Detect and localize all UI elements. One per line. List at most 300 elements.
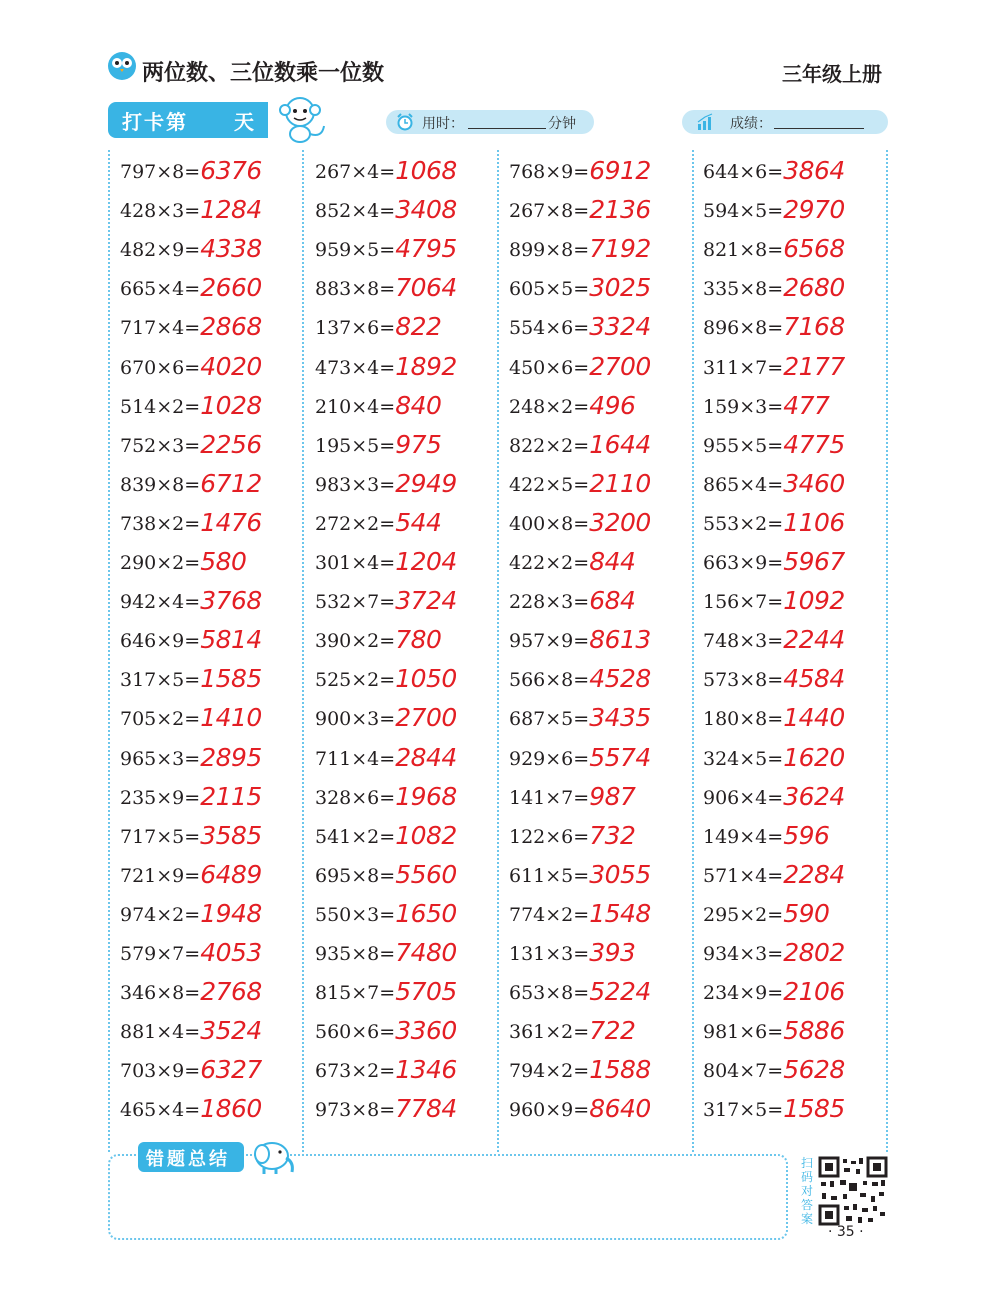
problem-item: [120, 502, 310, 541]
problem-answer[interactable]: 684: [589, 586, 636, 616]
problem-answer[interactable]: 2949: [395, 468, 457, 498]
problem-question: 703×9=: [120, 1060, 201, 1083]
problem-answer[interactable]: 3200: [589, 507, 651, 537]
problem-item: [315, 1088, 505, 1127]
problem-item: [315, 1010, 505, 1049]
problem-question: 794×2=: [509, 1060, 590, 1083]
problem-question: 228×3=: [509, 591, 590, 614]
problem-item: [315, 658, 505, 697]
problem-item: [703, 541, 893, 580]
problem-question: 935×8=: [315, 943, 396, 965]
problem-item: [315, 1049, 505, 1088]
problem-question: 131×3=: [509, 943, 590, 965]
problem-question: 159×3=: [703, 395, 784, 418]
problem-answer[interactable]: 780: [395, 625, 442, 655]
problem-question: 267×4=: [315, 161, 396, 183]
problem-question: 267×8=: [509, 200, 590, 223]
problem-question: 929×6=: [509, 747, 590, 770]
problem-question: 532×7=: [315, 591, 396, 614]
problem-item: [120, 346, 310, 385]
problem-answer[interactable]: 6376: [200, 156, 262, 185]
problem-question: 815×7=: [315, 982, 396, 1005]
problem-question: 611×5=: [509, 864, 590, 887]
problem-answer[interactable]: 7064: [395, 273, 457, 303]
problem-answer[interactable]: 5814: [200, 625, 262, 655]
problem-answer[interactable]: 4053: [200, 938, 262, 967]
problem-item: [120, 1010, 310, 1049]
problem-answer[interactable]: 1548: [589, 898, 651, 928]
problem-item: [703, 737, 893, 776]
problem-answer[interactable]: 3624: [783, 781, 845, 811]
problem-answer[interactable]: 840: [395, 390, 442, 420]
monkey-mascot-icon: [270, 94, 330, 144]
problem-item: [509, 1010, 699, 1049]
problem-answer[interactable]: 3585: [200, 820, 262, 850]
problem-item: [703, 189, 893, 228]
problem-item: [315, 189, 505, 228]
problem-item: [703, 385, 893, 424]
problem-question: 900×3=: [315, 708, 396, 731]
problem-answer[interactable]: 4775: [783, 429, 845, 459]
problem-answer[interactable]: 2256: [200, 429, 262, 459]
problem-answer[interactable]: 1650: [395, 898, 457, 928]
score-label: 成绩：: [730, 116, 772, 132]
problem-answer[interactable]: 5886: [783, 1016, 845, 1046]
problem-answer[interactable]: 1585: [783, 1094, 845, 1124]
problem-item: [703, 893, 893, 932]
problem-item: [509, 580, 699, 619]
problem-answer[interactable]: 544: [395, 507, 442, 537]
problem-question: 663×9=: [703, 552, 784, 574]
problem-question: 235×9=: [120, 786, 201, 809]
problem-item: [120, 1049, 310, 1088]
problem-answer[interactable]: 2115: [200, 781, 262, 811]
grade-label: 三年级上册: [782, 62, 882, 86]
problem-item: [315, 267, 505, 306]
problem-answer[interactable]: 6568: [783, 234, 845, 264]
problem-item: [509, 189, 699, 228]
problem-answer[interactable]: 1050: [395, 664, 457, 694]
problem-question: 752×3=: [120, 434, 201, 457]
problem-item: [703, 1049, 893, 1088]
page-number: · 35 ·: [828, 1224, 864, 1240]
problem-answer[interactable]: 1106: [783, 507, 845, 537]
problem-answer[interactable]: 732: [589, 820, 636, 850]
problem-question: 317×5=: [120, 669, 201, 692]
problem-answer[interactable]: 1892: [395, 351, 457, 381]
problem-item: [120, 580, 310, 619]
problem-answer[interactable]: 2244: [783, 625, 845, 655]
problem-item: [315, 580, 505, 619]
problem-question: 594×5=: [703, 200, 784, 223]
problem-answer[interactable]: 8640: [589, 1094, 651, 1124]
problem-answer[interactable]: 7784: [395, 1094, 457, 1124]
problem-question: 514×2=: [120, 395, 201, 418]
problem-answer[interactable]: 1620: [783, 742, 845, 772]
problem-item: [703, 854, 893, 893]
problem-question: 137×6=: [315, 317, 396, 340]
problem-answer[interactable]: 1968: [395, 781, 457, 811]
problem-question: 473×4=: [315, 356, 396, 379]
problem-item: [509, 658, 699, 697]
problem-question: 687×5=: [509, 708, 590, 731]
problem-answer[interactable]: 5560: [395, 859, 457, 889]
problem-question: 774×2=: [509, 903, 590, 926]
problem-item: [315, 737, 505, 776]
problem-item: [703, 306, 893, 345]
problem-answer[interactable]: 3435: [589, 703, 651, 733]
problem-question: 579×7=: [120, 943, 201, 965]
problem-question: 646×9=: [120, 630, 201, 653]
problem-item: [703, 346, 893, 385]
problem-answer[interactable]: 2868: [200, 312, 262, 342]
problem-answer[interactable]: 1585: [200, 664, 262, 694]
bar-chart-icon: [696, 113, 716, 131]
problem-question: 822×2=: [509, 434, 590, 457]
problem-question: 711×4=: [315, 747, 396, 770]
problem-question: 881×4=: [120, 1021, 201, 1044]
problem-question: 311×7=: [703, 356, 784, 379]
problem-question: 942×4=: [120, 591, 201, 614]
page-title: 两位数、三位数乘一位数: [142, 61, 385, 86]
problem-question: 482×9=: [120, 239, 201, 262]
problem-question: 738×2=: [120, 512, 201, 535]
problem-item: [120, 267, 310, 306]
problem-answer[interactable]: 3724: [395, 586, 457, 616]
checkin-day-unit: 天: [234, 110, 254, 134]
problem-answer[interactable]: 4528: [589, 664, 651, 694]
problem-question: 717×4=: [120, 317, 201, 340]
problem-question: 974×2=: [120, 903, 201, 926]
problem-answer[interactable]: 722: [589, 1016, 636, 1046]
problem-item: [315, 815, 505, 854]
problem-question: 450×6=: [509, 356, 590, 379]
problem-answer[interactable]: 3055: [589, 859, 651, 889]
problem-question: 883×8=: [315, 278, 396, 301]
problem-question: 346×8=: [120, 982, 201, 1005]
problem-item: [703, 815, 893, 854]
problem-item: [509, 737, 699, 776]
problem-item: [315, 385, 505, 424]
problem-item: [509, 854, 699, 893]
problem-question: 960×9=: [509, 1099, 590, 1122]
problem-item: [703, 267, 893, 306]
problem-answer[interactable]: 393: [589, 938, 636, 967]
problem-question: 335×8=: [703, 278, 784, 301]
problem-answer[interactable]: 3324: [589, 312, 651, 342]
problem-question: 865×4=: [703, 473, 784, 496]
problem-item: [509, 697, 699, 736]
problem-question: 839×8=: [120, 473, 201, 496]
alarm-clock-icon: [396, 113, 414, 131]
problem-item: [703, 932, 893, 971]
problem-answer[interactable]: 580: [200, 547, 247, 576]
problem-answer[interactable]: 6489: [200, 859, 262, 889]
problem-item: [120, 619, 310, 658]
problem-answer[interactable]: 6712: [200, 468, 262, 498]
problem-question: 560×6=: [315, 1021, 396, 1044]
problem-answer[interactable]: 3460: [783, 468, 845, 498]
problem-question: 721×9=: [120, 864, 201, 887]
problem-question: 665×4=: [120, 278, 201, 301]
problem-answer[interactable]: 7168: [783, 312, 845, 342]
problem-answer[interactable]: 6912: [589, 156, 651, 185]
problem-answer[interactable]: 2700: [589, 351, 651, 381]
problem-question: 324×5=: [703, 747, 784, 770]
problem-answer[interactable]: 987: [589, 781, 636, 811]
problem-answer[interactable]: 1644: [589, 429, 651, 459]
problem-item: [509, 815, 699, 854]
problem-item: [509, 267, 699, 306]
problem-answer[interactable]: 1588: [589, 1055, 651, 1085]
problem-answer[interactable]: 4795: [395, 234, 457, 264]
problem-item: [120, 306, 310, 345]
problem-question: 605×5=: [509, 278, 590, 301]
problem-item: [703, 971, 893, 1010]
problem-question: 573×8=: [703, 669, 784, 692]
problem-question: 422×2=: [509, 552, 590, 574]
problem-item: [509, 893, 699, 932]
problem-answer[interactable]: 1860: [200, 1094, 262, 1124]
problem-answer[interactable]: 1068: [395, 156, 457, 185]
problem-answer[interactable]: 1346: [395, 1055, 457, 1085]
problem-answer[interactable]: 844: [589, 547, 636, 576]
problem-item: [509, 150, 699, 189]
problem-item: [120, 893, 310, 932]
problem-question: 272×2=: [315, 512, 396, 535]
problem-answer[interactable]: 1082: [395, 820, 457, 850]
problem-question: 821×8=: [703, 239, 784, 262]
problem-item: [315, 306, 505, 345]
problem-item: [120, 385, 310, 424]
problem-item: [315, 854, 505, 893]
problem-question: 553×2=: [703, 512, 784, 535]
problem-question: 644×6=: [703, 161, 784, 183]
problem-item: [509, 306, 699, 345]
problem-item: [120, 424, 310, 463]
problem-answer[interactable]: 4584: [783, 664, 845, 694]
problem-item: [703, 424, 893, 463]
problem-item: [315, 150, 505, 189]
problem-item: [509, 385, 699, 424]
problem-answer[interactable]: 2177: [783, 351, 845, 381]
problem-item: [509, 502, 699, 541]
problem-item: [120, 189, 310, 228]
problem-item: [120, 737, 310, 776]
problem-question: 804×7=: [703, 1060, 784, 1083]
problem-item: [120, 971, 310, 1010]
problem-question: 400×8=: [509, 512, 590, 535]
problem-question: 156×7=: [703, 591, 784, 614]
problem-answer[interactable]: 3025: [589, 273, 651, 303]
problem-answer[interactable]: 7192: [589, 234, 651, 264]
problem-question: 290×2=: [120, 552, 201, 574]
problem-question: 317×5=: [703, 1099, 784, 1122]
problem-answer[interactable]: 3864: [783, 156, 845, 185]
checkin-label: 打卡第: [122, 110, 188, 134]
problem-item: [120, 658, 310, 697]
time-label: 用时：: [422, 116, 464, 132]
problem-item: [315, 346, 505, 385]
problem-question: 899×8=: [509, 239, 590, 262]
problem-item: [703, 228, 893, 267]
problem-answer[interactable]: 2106: [783, 977, 845, 1007]
problem-question: 983×3=: [315, 473, 396, 496]
problem-answer[interactable]: 4338: [200, 234, 262, 264]
problem-answer[interactable]: 5628: [783, 1055, 845, 1085]
problem-answer[interactable]: 590: [783, 898, 830, 928]
problem-question: 390×2=: [315, 630, 396, 653]
problem-answer[interactable]: 3360: [395, 1016, 457, 1046]
problem-answer[interactable]: 1204: [395, 547, 457, 576]
problem-answer[interactable]: 1476: [200, 507, 262, 537]
problem-question: 670×6=: [120, 356, 201, 379]
problem-item: [120, 854, 310, 893]
problem-question: 422×5=: [509, 473, 590, 496]
problem-question: 361×2=: [509, 1021, 590, 1044]
problem-answer[interactable]: 596: [783, 820, 830, 850]
problem-question: 550×3=: [315, 903, 396, 926]
problem-question: 566×8=: [509, 669, 590, 692]
problem-item: [120, 697, 310, 736]
problem-answer[interactable]: 496: [589, 390, 636, 420]
error-summary-label: 错题总结: [146, 1149, 230, 1170]
problem-answer[interactable]: 2802: [783, 938, 845, 967]
problem-question: 705×2=: [120, 708, 201, 731]
problem-answer[interactable]: 2844: [395, 742, 457, 772]
problem-answer[interactable]: 2660: [200, 273, 262, 303]
problem-question: 149×4=: [703, 825, 784, 848]
problem-item: [703, 619, 893, 658]
problem-question: 248×2=: [509, 395, 590, 418]
problem-question: 797×8=: [120, 161, 201, 183]
problem-question: 554×6=: [509, 317, 590, 340]
problem-item: [509, 932, 699, 971]
problem-item: [315, 619, 505, 658]
problem-item: [509, 424, 699, 463]
time-blank[interactable]: [468, 128, 546, 129]
problem-question: 896×8=: [703, 317, 784, 340]
problem-item: [315, 228, 505, 267]
time-field: [386, 110, 594, 134]
qr-code-icon[interactable]: [818, 1156, 888, 1226]
problem-item: [315, 424, 505, 463]
problem-answer[interactable]: 3408: [395, 195, 457, 225]
problem-question: 465×4=: [120, 1099, 201, 1122]
problem-question: 934×3=: [703, 943, 784, 965]
problem-item: [120, 1088, 310, 1127]
problem-answer[interactable]: 2700: [395, 703, 457, 733]
problem-answer[interactable]: 3524: [200, 1016, 262, 1046]
problem-question: 541×2=: [315, 825, 396, 848]
problem-answer[interactable]: 5224: [589, 977, 651, 1007]
problem-answer[interactable]: 2284: [783, 859, 845, 889]
problem-item: [315, 463, 505, 502]
time-unit: 分钟: [548, 116, 576, 132]
problem-answer[interactable]: 1284: [200, 195, 262, 225]
problem-item: [509, 541, 699, 580]
problem-answer[interactable]: 1410: [200, 703, 262, 733]
problem-answer[interactable]: 2970: [783, 195, 845, 225]
owl-logo-icon: [106, 50, 138, 82]
problem-question: 957×9=: [509, 630, 590, 653]
problem-answer[interactable]: 1440: [783, 703, 845, 733]
problem-question: 768×9=: [509, 161, 590, 183]
problem-item: [315, 893, 505, 932]
problem-item: [315, 776, 505, 815]
problem-question: 748×3=: [703, 630, 784, 653]
problem-question: 717×5=: [120, 825, 201, 848]
problem-item: [315, 932, 505, 971]
problem-question: 525×2=: [315, 669, 396, 692]
problem-answer[interactable]: 5574: [589, 742, 651, 772]
problem-item: [315, 971, 505, 1010]
problem-item: [509, 971, 699, 1010]
problem-answer[interactable]: 2895: [200, 742, 262, 772]
problem-item: [703, 150, 893, 189]
problem-item: [703, 1088, 893, 1127]
problem-item: [509, 346, 699, 385]
problem-answer[interactable]: 8613: [589, 625, 651, 655]
problem-item: [120, 463, 310, 502]
problem-question: 906×4=: [703, 786, 784, 809]
problem-item: [120, 932, 310, 971]
problem-answer[interactable]: 5705: [395, 977, 457, 1007]
score-field: [682, 110, 888, 134]
problem-answer[interactable]: 3768: [200, 586, 262, 616]
problem-answer[interactable]: 975: [395, 429, 442, 459]
problem-question: 210×4=: [315, 395, 396, 418]
problem-question: 973×8=: [315, 1099, 396, 1122]
problem-answer[interactable]: 2768: [200, 977, 262, 1007]
problem-answer[interactable]: 822: [395, 312, 442, 342]
problem-answer[interactable]: 2110: [589, 468, 651, 498]
problem-question: 571×4=: [703, 864, 784, 887]
problem-question: 673×2=: [315, 1060, 396, 1083]
problem-question: 695×8=: [315, 864, 396, 887]
problem-item: [509, 463, 699, 502]
problem-item: [315, 697, 505, 736]
problem-item: [703, 776, 893, 815]
problem-answer[interactable]: 1948: [200, 898, 262, 928]
problem-answer[interactable]: 477: [783, 390, 830, 420]
problem-answer[interactable]: 2680: [783, 273, 845, 303]
problem-item: [509, 228, 699, 267]
problem-item: [509, 1049, 699, 1088]
problem-item: [315, 502, 505, 541]
score-blank[interactable]: [774, 128, 864, 129]
problem-answer[interactable]: 5967: [783, 547, 845, 576]
elephant-icon: [244, 1136, 296, 1176]
problem-item: [703, 697, 893, 736]
problem-answer[interactable]: 7480: [395, 938, 457, 967]
problem-question: 122×6=: [509, 825, 590, 848]
problem-item: [120, 815, 310, 854]
problem-answer[interactable]: 1028: [200, 390, 262, 420]
problem-question: 955×5=: [703, 434, 784, 457]
problem-item: [509, 776, 699, 815]
problem-answer[interactable]: 6327: [200, 1055, 262, 1085]
problem-answer[interactable]: 4020: [200, 351, 262, 381]
problem-answer[interactable]: 1092: [783, 586, 845, 616]
problem-answer[interactable]: 2136: [589, 195, 651, 225]
problem-question: 965×3=: [120, 747, 201, 770]
problem-item: [120, 228, 310, 267]
problem-question: 653×8=: [509, 982, 590, 1005]
problem-item: [703, 502, 893, 541]
problem-question: 981×6=: [703, 1021, 784, 1044]
problem-question: 295×2=: [703, 903, 784, 926]
